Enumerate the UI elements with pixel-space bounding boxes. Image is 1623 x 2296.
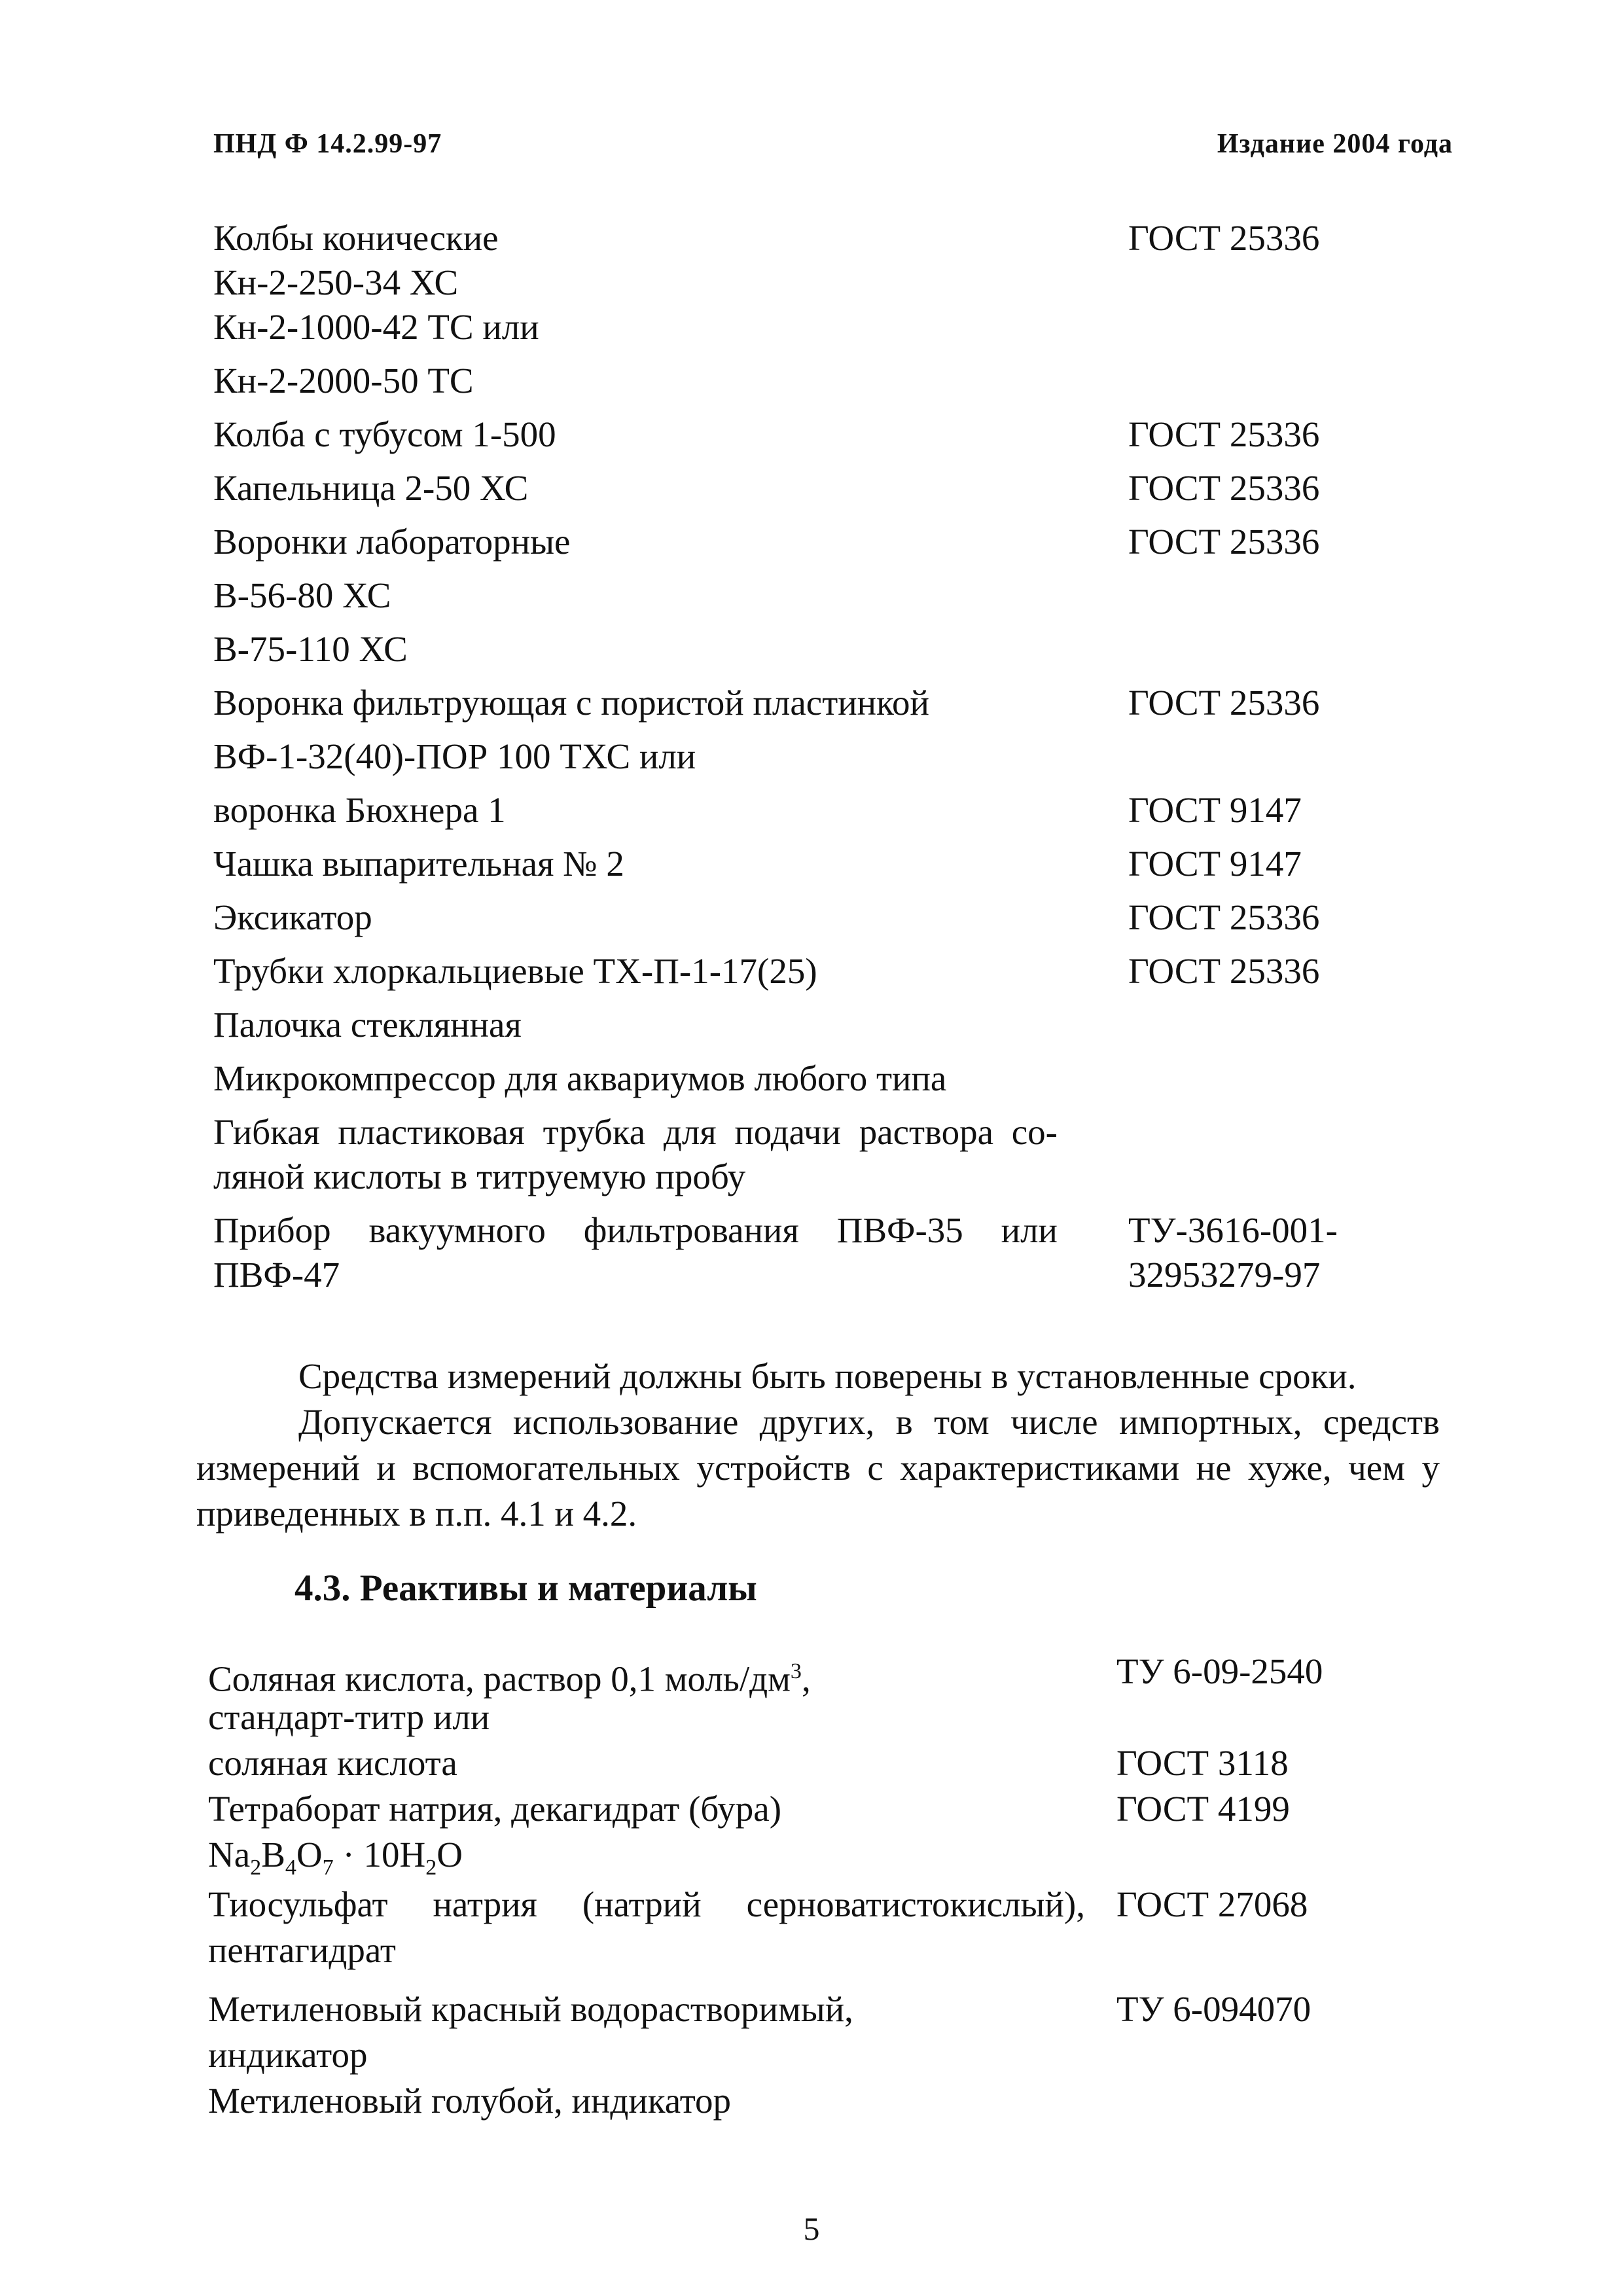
item-name: Палочка стеклянная [213, 1005, 522, 1045]
item-standard: ТУ 6-094070 [1116, 1989, 1311, 2029]
item-name: Эксикатор [213, 897, 372, 937]
list-item [213, 1110, 1457, 1155]
item-standard: ТУ-3616-001- [1128, 1210, 1338, 1250]
item-name: В-56-80 ХС [213, 575, 391, 615]
item-name: соляная кислота [208, 1743, 457, 1783]
item-standard: ГОСТ 25336 [1128, 218, 1320, 258]
item-name: воронка Бюхнера 1 [213, 790, 506, 830]
item-name: ПВФ-47 [213, 1255, 340, 1295]
equipment-list [213, 216, 1457, 1306]
list-item [213, 681, 1457, 734]
document-code: ПНД Ф 14.2.99-97 [213, 129, 442, 159]
list-item [213, 466, 1457, 520]
chemical-formula: $Na_2B_4O_7 \cdot 10H_2O$ [208, 1835, 463, 1880]
item-standard: ГОСТ 25336 [1128, 951, 1320, 991]
item-name: пентагидрат [208, 1930, 396, 1970]
item-name: Гибкая пластиковая трубка для подачи раствора со- [213, 1112, 1058, 1152]
list-item [213, 412, 1457, 466]
list-item [213, 1003, 1457, 1056]
list-item [208, 1649, 1452, 1699]
list-item [213, 573, 1457, 627]
list-item [213, 627, 1457, 681]
list-item [213, 1155, 1457, 1208]
list-item [208, 1987, 1452, 2033]
list-item [208, 1695, 1452, 1741]
list-item [213, 1253, 1457, 1306]
paragraph: Допускается использование других, в том числе импортных, средств измерений и вспомогательных устройств с характеристиками не хуже, чем у приведенных в п.п. 4.1 и 4.2. [196, 1402, 1440, 1534]
list-item [208, 2033, 1452, 2079]
item-standard: 32953279-97 [1128, 1255, 1321, 1295]
item-name: Кн-2-1000-42 ТС или [213, 307, 539, 347]
list-item [213, 734, 1457, 788]
item-standard: ГОСТ 4199 [1116, 1789, 1290, 1829]
list-item [213, 949, 1457, 1003]
item-name: Кн-2-250-34 ХС [213, 262, 459, 302]
list-item [213, 1056, 1457, 1110]
item-name: Чашка выпарительная № 2 [213, 844, 624, 884]
list-item [213, 842, 1457, 895]
item-name: ВФ-1-32(40)-ПОР 100 ТХС или [213, 736, 696, 776]
item-name: В-75-110 ХС [213, 629, 408, 669]
list-item [208, 1928, 1452, 1987]
item-name: Метиленовый голубой, индикатор [208, 2081, 732, 2121]
list-item [213, 216, 1457, 260]
item-standard: ГОСТ 9147 [1128, 790, 1302, 830]
item-standard: ГОСТ 25336 [1128, 897, 1320, 937]
item-name: Кн-2-2000-50 ТС [213, 361, 474, 401]
item-standard: ГОСТ 25336 [1128, 468, 1320, 508]
item-name: стандарт-титр или [208, 1697, 490, 1737]
item-name: ляной кислоты в титруемую пробу [213, 1157, 746, 1196]
item-standard: ГОСТ 27068 [1116, 1884, 1308, 1924]
list-item [208, 1787, 1452, 1833]
item-name: Метиленовый красный водорастворимый, [208, 1989, 853, 2029]
item-name: Воронки лабораторные [213, 522, 571, 562]
item-name: Тиосульфат натрия (натрий серноватистокислый), [208, 1884, 1085, 1924]
item-standard: ГОСТ 25336 [1128, 522, 1320, 562]
item-standard: ГОСТ 3118 [1116, 1743, 1289, 1783]
item-name: Воронка фильтрующая с пористой пластинкой [213, 683, 929, 723]
item-standard: ГОСТ 9147 [1128, 844, 1302, 884]
item-name: Трубки хлоркальциевые ТХ-П-1-17(25) [213, 951, 817, 991]
list-item [213, 260, 1457, 305]
item-name: Колба с тубусом 1-500 [213, 414, 556, 454]
list-item [213, 359, 1457, 412]
item-standard: ГОСТ 25336 [1128, 683, 1320, 723]
item-standard: ГОСТ 25336 [1128, 414, 1320, 454]
item-name: индикатор [208, 2035, 368, 2075]
list-item [208, 1882, 1452, 1928]
paragraph: Средства измерений должны быть поверены в установленные сроки. [298, 1356, 1357, 1396]
body-text [196, 1354, 1440, 1537]
item-name: Соляная кислота, раствор 0,1 моль/$дм^3$, [208, 1659, 811, 1699]
list-item [213, 895, 1457, 949]
item-name: Капельница 2-50 ХС [213, 468, 529, 508]
item-name: Микрокомпрессор для аквариумов любого типа [213, 1058, 947, 1098]
page-number: 5 [803, 2210, 820, 2247]
list-item [213, 788, 1457, 842]
edition-label: Издание 2004 года [1217, 129, 1453, 159]
item-name: Колбы конические [213, 218, 499, 258]
list-item [208, 2079, 1452, 2125]
item-name: Тетраборат натрия, декагидрат (бура) [208, 1789, 782, 1829]
list-item [208, 1741, 1452, 1787]
list-item [213, 305, 1457, 359]
item-standard: ТУ 6-09-2540 [1116, 1651, 1323, 1691]
list-item [213, 1208, 1457, 1253]
item-name: Прибор вакуумного фильтрования ПВФ-35 или [213, 1210, 1058, 1250]
reagents-list [208, 1649, 1452, 2125]
section-title: 4.3. Реактивы и материалы [294, 1568, 757, 1609]
list-item [213, 520, 1457, 573]
